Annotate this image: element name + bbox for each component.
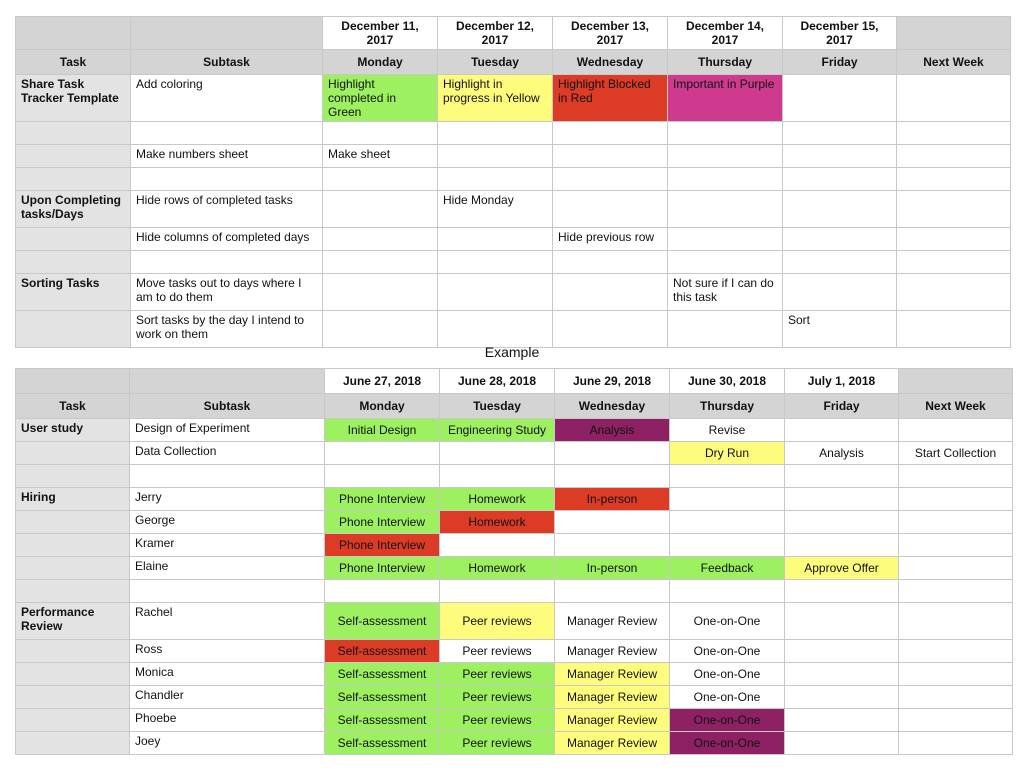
day-cell[interactable] [785,419,899,442]
task-cell[interactable]: Performance Review [16,603,130,640]
day-cell[interactable] [899,511,1013,534]
table-row [16,663,1013,686]
subtask-cell[interactable]: George [130,511,325,534]
day-cell[interactable] [899,732,1013,755]
day-cell[interactable]: Manager Review [555,603,670,640]
subtask-cell[interactable]: Rachel [130,603,325,640]
day-cell[interactable] [553,274,668,311]
task-cell[interactable] [16,663,130,686]
subtask-cell[interactable]: Move tasks out to days where I am to do them [131,274,323,311]
day-cell[interactable] [897,122,1011,145]
day-cell[interactable]: Approve Offer [785,557,899,580]
column-header[interactable]: Tuesday [438,50,553,75]
task-cell[interactable] [16,145,131,168]
day-cell[interactable] [783,251,897,274]
date-cell[interactable]: December 13, 2017 [553,17,668,50]
day-cell[interactable]: Analysis [785,442,899,465]
date-cell-empty[interactable] [16,369,130,394]
table-row [16,122,1011,145]
day-cell[interactable] [785,640,899,663]
day-cell[interactable] [438,251,553,274]
day-cell[interactable] [323,251,438,274]
table-row [16,145,1011,168]
column-header[interactable]: Next Week [899,394,1013,419]
task-cell[interactable] [16,686,130,709]
day-cell[interactable] [555,511,670,534]
table-row [16,311,1011,348]
subtask-cell[interactable]: Joey [130,732,325,755]
day-cell[interactable]: Important in Purple [668,75,783,122]
date-row [16,369,1013,394]
subtask-cell[interactable]: Hide rows of completed tasks [131,191,323,228]
day-cell[interactable] [670,534,785,557]
day-cell[interactable] [783,191,897,228]
day-cell[interactable]: Self-assessment [325,603,440,640]
day-cell[interactable]: Analysis [555,419,670,442]
task-cell[interactable]: Upon Completing tasks/Days [16,191,131,228]
table-row [16,534,1013,557]
day-cell[interactable] [440,580,555,603]
column-header[interactable]: Task [16,50,131,75]
day-cell[interactable] [553,311,668,348]
day-cell[interactable] [555,534,670,557]
date-row [16,17,1011,50]
subtask-cell[interactable]: Chandler [130,686,325,709]
day-cell[interactable] [553,251,668,274]
day-cell[interactable]: One-on-One [670,603,785,640]
task-cell[interactable]: Sorting Tasks [16,274,131,311]
task-cell[interactable] [16,534,130,557]
subtask-cell[interactable]: Monica [130,663,325,686]
day-cell[interactable] [899,640,1013,663]
day-cell[interactable] [323,168,438,191]
day-cell[interactable]: Phone Interview [325,534,440,557]
date-cell-empty[interactable] [897,17,1011,50]
day-cell[interactable]: One-on-One [670,663,785,686]
date-cell-empty[interactable] [899,369,1013,394]
date-cell[interactable]: July 1, 2018 [785,369,899,394]
day-cell[interactable] [438,274,553,311]
task-cell[interactable]: Share Task Tracker Template [16,75,131,122]
day-cell[interactable] [670,511,785,534]
day-cell[interactable] [668,145,783,168]
day-cell[interactable] [668,251,783,274]
day-cell[interactable]: Manager Review [555,640,670,663]
day-cell[interactable]: One-on-One [670,640,785,663]
day-cell[interactable]: One-on-One [670,709,785,732]
day-cell[interactable]: Highlight in progress in Yellow [438,75,553,122]
day-cell[interactable] [553,191,668,228]
day-cell[interactable]: Feedback [670,557,785,580]
day-cell[interactable] [785,534,899,557]
subtask-cell[interactable]: Design of Experiment [130,419,325,442]
day-cell[interactable]: Dry Run [670,442,785,465]
column-header[interactable]: Subtask [130,394,325,419]
day-cell[interactable] [899,465,1013,488]
day-cell[interactable]: Engineering Study [440,419,555,442]
day-cell[interactable]: Peer reviews [440,732,555,755]
header-row [16,50,1011,75]
day-cell[interactable] [325,465,440,488]
table-row [16,686,1013,709]
day-cell[interactable] [785,580,899,603]
task-cell[interactable] [16,732,130,755]
day-cell[interactable] [668,191,783,228]
task-cell[interactable]: User study [16,419,130,442]
day-cell[interactable] [553,168,668,191]
day-cell[interactable] [783,122,897,145]
column-header[interactable]: Wednesday [553,50,668,75]
day-cell[interactable] [897,191,1011,228]
day-cell[interactable] [899,534,1013,557]
subtask-cell[interactable]: Phoebe [130,709,325,732]
date-cell[interactable]: December 12, 2017 [438,17,553,50]
day-cell[interactable]: Make sheet [323,145,438,168]
subtask-cell[interactable] [131,168,323,191]
task-cell[interactable] [16,442,130,465]
day-cell[interactable] [897,75,1011,122]
day-cell[interactable] [899,488,1013,511]
date-cell[interactable]: December 14, 2017 [668,17,783,50]
day-cell[interactable] [899,419,1013,442]
task-cell[interactable] [16,465,130,488]
day-cell[interactable]: Peer reviews [440,663,555,686]
subtask-cell[interactable]: Make numbers sheet [131,145,323,168]
table-row [16,640,1013,663]
day-cell[interactable] [785,686,899,709]
column-header[interactable]: Next Week [897,50,1011,75]
day-cell[interactable]: Self-assessment [325,732,440,755]
day-cell[interactable] [785,663,899,686]
table-row [16,465,1013,488]
example-title: Example [484,344,540,360]
day-cell[interactable] [670,465,785,488]
day-cell[interactable] [325,442,440,465]
subtask-cell[interactable] [130,580,325,603]
day-cell[interactable]: Homework [440,511,555,534]
day-cell[interactable] [783,145,897,168]
column-header[interactable]: Thursday [670,394,785,419]
table-row [16,168,1011,191]
table-row [16,251,1011,274]
date-cell-empty[interactable] [131,17,323,50]
task-cell[interactable] [16,168,131,191]
task-cell[interactable] [16,557,130,580]
day-cell[interactable]: Self-assessment [325,640,440,663]
header-row [16,394,1013,419]
column-header[interactable]: Friday [783,50,897,75]
table-row [16,191,1011,228]
subtask-cell[interactable]: Kramer [130,534,325,557]
day-cell[interactable]: Peer reviews [440,709,555,732]
day-cell[interactable]: Self-assessment [325,709,440,732]
day-cell[interactable] [785,732,899,755]
task-cell[interactable] [16,311,131,348]
day-cell[interactable]: Peer reviews [440,603,555,640]
subtask-cell[interactable] [130,465,325,488]
day-cell[interactable] [899,580,1013,603]
day-cell[interactable]: Start Collection [899,442,1013,465]
day-cell[interactable]: Peer reviews [440,686,555,709]
day-cell[interactable]: Not sure if I can do this task [668,274,783,311]
day-cell[interactable]: Sort [783,311,897,348]
day-cell[interactable] [785,511,899,534]
column-header[interactable]: Task [16,394,130,419]
subtask-cell[interactable]: Data Collection [130,442,325,465]
task-cell[interactable] [16,640,130,663]
day-cell[interactable] [670,580,785,603]
day-cell[interactable] [555,442,670,465]
task-cell[interactable] [16,228,131,251]
day-cell[interactable] [668,311,783,348]
task-cell[interactable] [16,122,131,145]
day-cell[interactable] [668,122,783,145]
subtask-cell[interactable]: Add coloring [131,75,323,122]
subtask-cell[interactable] [131,122,323,145]
day-cell[interactable] [899,686,1013,709]
day-cell[interactable] [440,534,555,557]
day-cell[interactable] [323,274,438,311]
day-cell[interactable] [785,709,899,732]
day-cell[interactable] [783,168,897,191]
day-cell[interactable]: In-person [555,557,670,580]
day-cell[interactable]: Highlight completed in Green [323,75,438,122]
day-cell[interactable]: Phone Interview [325,488,440,511]
table-row [16,603,1013,640]
task-tracker-table [15,16,1011,348]
day-cell[interactable]: Manager Review [555,686,670,709]
subtask-cell[interactable]: Sort tasks by the day I intend to work on them [131,311,323,348]
day-cell[interactable]: In-person [555,488,670,511]
date-cell[interactable]: December 11, 2017 [323,17,438,50]
column-header[interactable]: Tuesday [440,394,555,419]
date-cell[interactable]: June 27, 2018 [325,369,440,394]
day-cell[interactable] [555,580,670,603]
day-cell[interactable] [785,603,899,640]
table-row [16,419,1013,442]
day-cell[interactable]: Manager Review [555,663,670,686]
day-cell[interactable] [323,191,438,228]
table-row [16,557,1013,580]
table-row [16,511,1013,534]
day-cell[interactable] [440,465,555,488]
date-cell-empty[interactable] [130,369,325,394]
day-cell[interactable]: Revise [670,419,785,442]
column-header[interactable]: Monday [323,50,438,75]
day-cell[interactable] [897,145,1011,168]
task-cell[interactable] [16,251,131,274]
day-cell[interactable] [670,488,785,511]
subtask-cell[interactable]: Ross [130,640,325,663]
day-cell[interactable] [899,709,1013,732]
day-cell[interactable] [899,557,1013,580]
day-cell[interactable]: Self-assessment [325,663,440,686]
day-cell[interactable] [323,311,438,348]
subtask-cell[interactable]: Hide columns of completed days [131,228,323,251]
day-cell[interactable]: Hide previous row [553,228,668,251]
day-cell[interactable] [438,311,553,348]
day-cell[interactable] [783,274,897,311]
day-cell[interactable]: One-on-One [670,686,785,709]
table-row [16,488,1013,511]
table-row [16,75,1011,122]
table-row [16,732,1013,755]
table-row [16,580,1013,603]
day-cell[interactable]: Manager Review [555,709,670,732]
day-cell[interactable]: Initial Design [325,419,440,442]
date-cell[interactable]: June 30, 2018 [670,369,785,394]
day-cell[interactable] [323,122,438,145]
day-cell[interactable]: Homework [440,557,555,580]
day-cell[interactable]: Peer reviews [440,640,555,663]
table-row [16,274,1011,311]
date-cell-empty[interactable] [16,17,131,50]
day-cell[interactable]: Self-assessment [325,686,440,709]
day-cell[interactable] [438,228,553,251]
example-table [15,368,1013,755]
day-cell[interactable]: Phone Interview [325,557,440,580]
day-cell[interactable] [325,580,440,603]
day-cell[interactable] [555,465,670,488]
column-header[interactable]: Wednesday [555,394,670,419]
date-cell[interactable]: December 15, 2017 [783,17,897,50]
day-cell[interactable] [785,465,899,488]
subtask-cell[interactable] [131,251,323,274]
day-cell[interactable] [899,603,1013,640]
day-cell[interactable]: Phone Interview [325,511,440,534]
day-cell[interactable] [438,145,553,168]
day-cell[interactable] [440,442,555,465]
task-cell[interactable] [16,511,130,534]
day-cell[interactable] [897,311,1011,348]
date-cell[interactable]: June 28, 2018 [440,369,555,394]
day-cell[interactable]: Hide Monday [438,191,553,228]
column-header[interactable]: Friday [785,394,899,419]
day-cell[interactable] [899,663,1013,686]
column-header[interactable]: Thursday [668,50,783,75]
task-cell[interactable]: Hiring [16,488,130,511]
table-row [16,442,1013,465]
task-cell[interactable] [16,709,130,732]
subtask-cell[interactable]: Jerry [130,488,325,511]
day-cell[interactable] [668,168,783,191]
day-cell[interactable] [668,228,783,251]
table-row [16,228,1011,251]
day-cell[interactable] [438,122,553,145]
day-cell[interactable] [783,75,897,122]
day-cell[interactable] [897,274,1011,311]
day-cell[interactable] [553,122,668,145]
day-cell[interactable]: Homework [440,488,555,511]
day-cell[interactable] [553,145,668,168]
day-cell[interactable] [438,168,553,191]
day-cell[interactable]: Manager Review [555,732,670,755]
day-cell[interactable] [323,228,438,251]
task-cell[interactable] [16,580,130,603]
day-cell[interactable] [785,488,899,511]
day-cell[interactable] [783,228,897,251]
subtask-cell[interactable]: Elaine [130,557,325,580]
day-cell[interactable] [897,251,1011,274]
table-row [16,709,1013,732]
column-header[interactable]: Monday [325,394,440,419]
date-cell[interactable]: June 29, 2018 [555,369,670,394]
day-cell[interactable]: Highlight Blocked in Red [553,75,668,122]
day-cell[interactable]: One-on-One [670,732,785,755]
day-cell[interactable] [897,168,1011,191]
day-cell[interactable] [897,228,1011,251]
column-header[interactable]: Subtask [131,50,323,75]
